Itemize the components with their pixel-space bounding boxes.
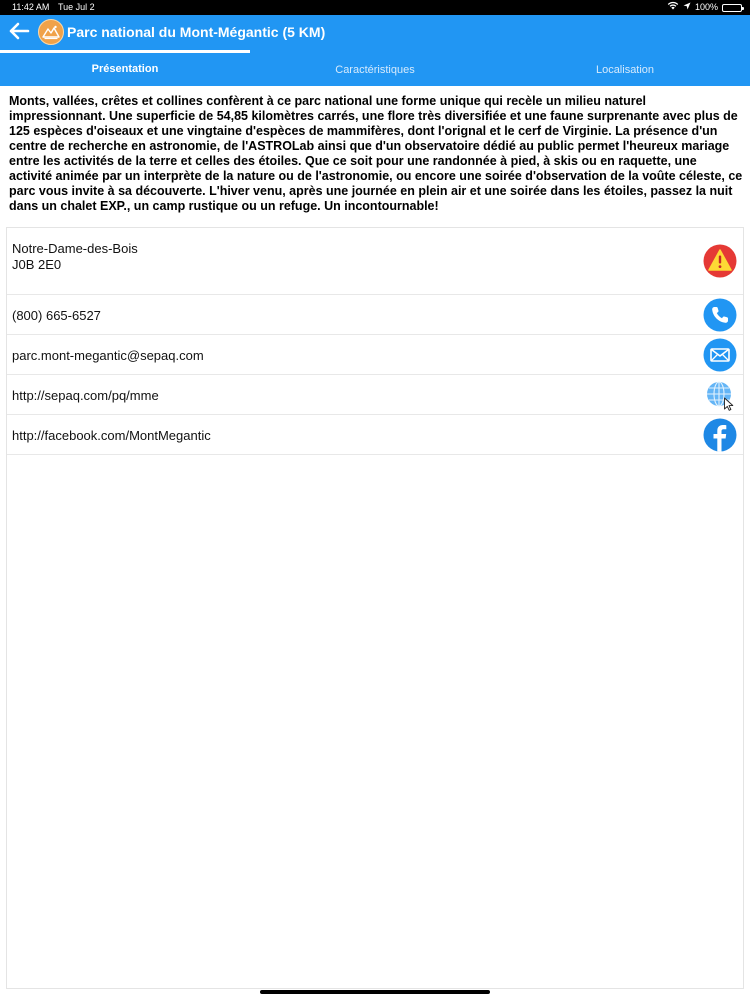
phone-icon[interactable] <box>703 298 737 332</box>
tab-label: Caractéristiques <box>335 64 415 76</box>
page-title: Parc national du Mont-Mégantic (5 KM) <box>67 24 326 40</box>
phone-number: (800) 665-6527 <box>12 308 101 323</box>
mail-icon[interactable] <box>703 338 737 372</box>
website-row[interactable] <box>7 375 743 415</box>
status-bar <box>0 0 750 15</box>
status-indicators <box>667 0 742 15</box>
tab-localisation[interactable] <box>500 50 750 86</box>
arrow-left-icon <box>8 22 30 45</box>
wifi-icon <box>667 0 679 15</box>
phone-row[interactable] <box>7 295 743 335</box>
address-line-1: Notre-Dame-des-Bois <box>12 241 138 256</box>
address-row[interactable] <box>7 228 743 295</box>
facebook-icon[interactable] <box>703 418 737 452</box>
globe-icon[interactable] <box>703 378 737 412</box>
email-address: parc.mont-megantic@sepaq.com <box>12 348 204 363</box>
status-date: Tue Jul 2 <box>58 2 95 12</box>
battery-icon <box>722 4 742 12</box>
app-header <box>0 15 750 50</box>
home-indicator[interactable] <box>260 990 490 994</box>
facebook-row[interactable] <box>7 415 743 455</box>
location-arrow-icon <box>683 0 691 15</box>
address-line-2: J0B 2E0 <box>12 257 62 272</box>
park-logo-icon <box>38 19 64 45</box>
park-description: Monts, vallées, crêtes et collines confèrent à ce parc national une forme unique qui recèle un milieu naturel impressionnant. Une superficie de 54,85 kilomètres carrés, une flore très diversifiée et une faune surprenante avec plus de 125 espèces d'oiseaux et une vingtaine d'espèces de mammifères, dont l'orignal et le cerf de Virginie. La présence d'un centre de recherche en astronomie, de l'ASTROLab ainsi que d'un observatoire dédié au public permet l'heureux mariage entre les activités de la terre et celles des étoiles. Que ce soit pour une randonnée à pied, à skis ou en raquette, une activité animée par un interprète de la nature ou de l'astronomie, ou encore une soirée d'observation de la voûte céleste, ce parc vous invite à sa découverte. L'hiver venu, après une journée en plein air et une soirée dans les étoiles, passez la nuit dans un chalet EXP., un camp rustique ou un refuge. Un incontournable! <box>9 94 743 213</box>
email-row[interactable] <box>7 335 743 375</box>
website-url: http://sepaq.com/pq/mme <box>12 388 159 403</box>
status-time: 11:42 AM <box>12 2 50 12</box>
tab-caracteristiques[interactable] <box>250 50 500 86</box>
tab-label: Localisation <box>595 64 655 76</box>
facebook-url: http://facebook.com/MontMegantic <box>12 428 211 443</box>
tab-presentation[interactable] <box>0 50 250 86</box>
tab-label: Présentation <box>91 63 159 75</box>
warning-icon[interactable] <box>703 244 737 278</box>
battery-percent: 100% <box>694 2 718 12</box>
back-button[interactable] <box>5 19 33 47</box>
tab-bar <box>0 50 750 86</box>
